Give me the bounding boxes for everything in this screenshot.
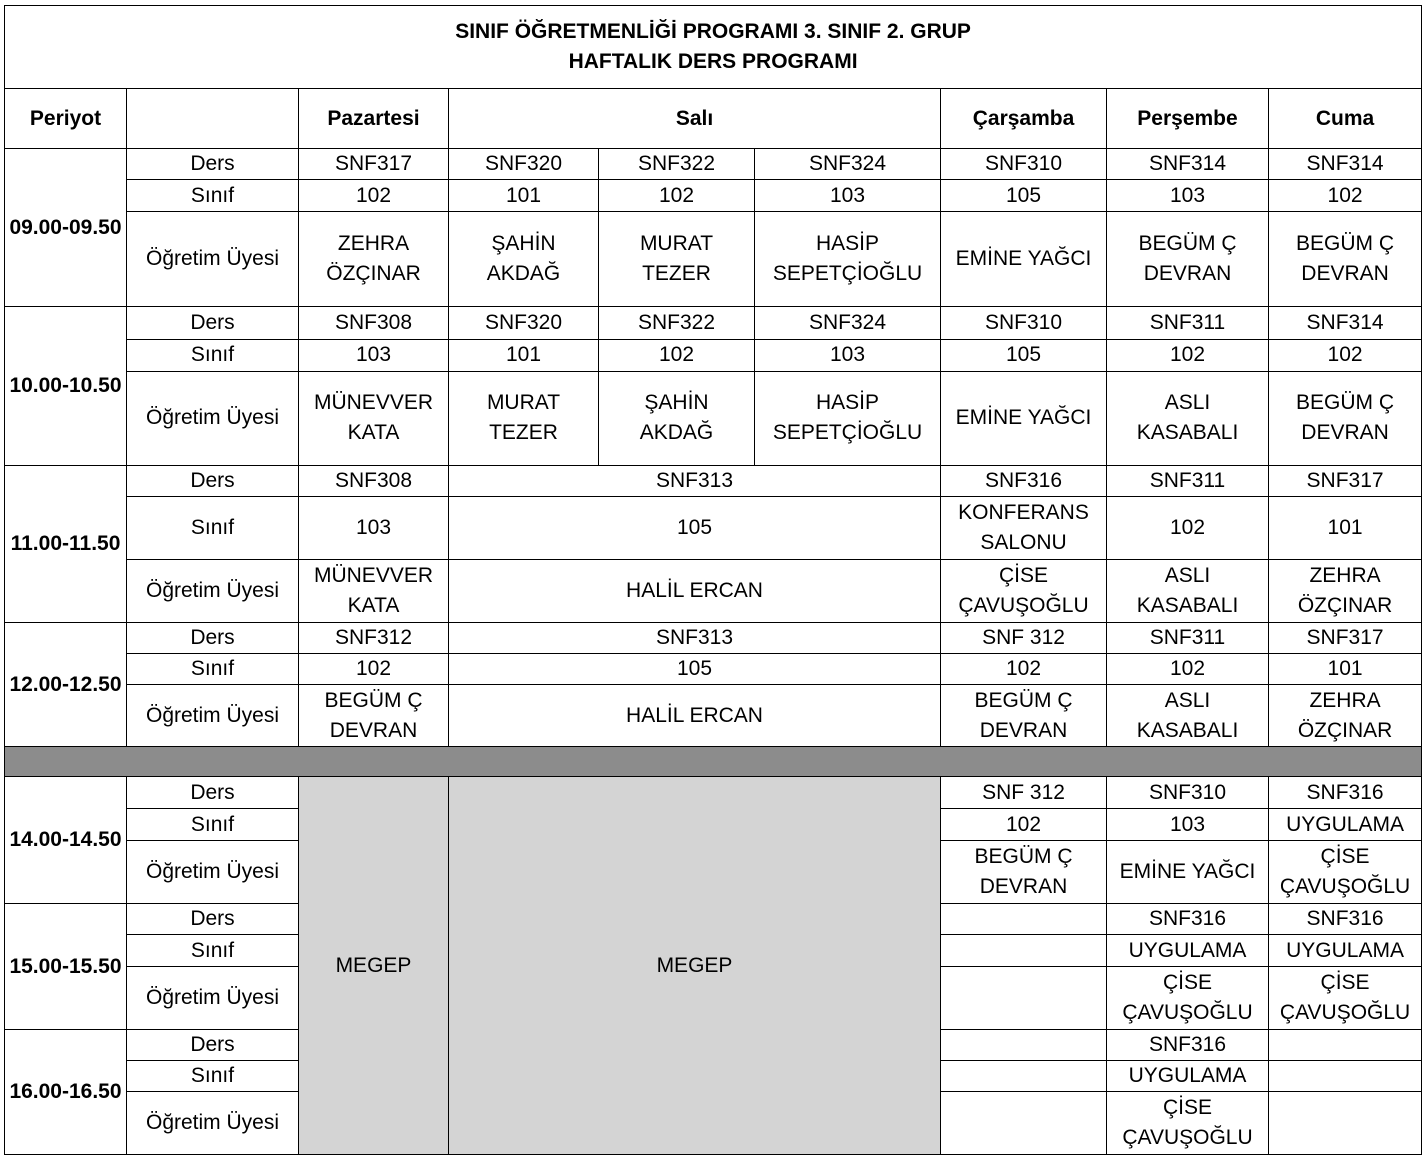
ders-cell	[941, 904, 1107, 935]
cell-text-line: ÇİSE	[1320, 970, 1370, 994]
ogretim_uyesi-cell	[449, 685, 941, 747]
cell-text-line: BEGÜM Ç	[974, 845, 1073, 869]
ogretim_uyesi-cell	[1269, 212, 1422, 307]
ders-cell: SNF317	[299, 149, 449, 180]
schedule-row	[5, 149, 1422, 180]
cell-text-line: DEVRAN	[1301, 421, 1389, 445]
ogretim_uyesi-cell	[941, 371, 1107, 465]
ogretim_uyesi-cell	[1107, 685, 1269, 747]
ders-cell: SNF314	[1269, 307, 1422, 339]
cell-text-line: ÇAVUŞOĞLU	[1122, 1000, 1253, 1024]
sinif-cell: UYGULAMA	[1107, 1060, 1269, 1091]
sinif-cell: 102	[1269, 339, 1422, 371]
cell-text-line: DEVRAN	[979, 718, 1068, 742]
schedule-row	[5, 623, 1422, 654]
ogretim_uyesi-cell	[299, 212, 449, 307]
cell-text-line: DEVRAN	[329, 718, 418, 742]
megep-sali: MEGEP	[449, 777, 941, 1155]
sinif-cell	[941, 1060, 1107, 1091]
cell-text-line: ÖZÇINAR	[1297, 593, 1393, 617]
period-time: 16.00-16.50	[5, 1029, 127, 1154]
ders-cell: SNF324	[755, 149, 941, 180]
ders-cell: SNF316	[1107, 904, 1269, 935]
sinif-cell: 102	[1107, 339, 1269, 371]
ders-cell: SNF320	[449, 149, 599, 180]
cell-text-line: HASİP	[815, 391, 880, 415]
cell-text-line: ASLI	[1164, 563, 1211, 587]
cell-text-line: ZEHRA	[337, 232, 410, 256]
sinif-cell: 103	[755, 180, 941, 212]
ogretim_uyesi-cell	[1269, 371, 1422, 465]
sinif-cell: 105	[941, 339, 1107, 371]
cell-text-line: ŞAHİN	[491, 232, 556, 256]
sinif-cell: 102	[1107, 654, 1269, 685]
sinif-cell	[941, 935, 1107, 966]
cell-text-line: ÇİSE	[1162, 970, 1212, 994]
ders-cell: SNF308	[299, 307, 449, 339]
row-label-sinif: Sınıf	[127, 935, 299, 966]
ders-cell: SNF310	[941, 307, 1107, 339]
title-line-1: SINIF ÖĞRETMENLİĞİ PROGRAMI 3. SINIF 2. GRUP	[455, 20, 971, 44]
ders-cell: SNF 312	[941, 777, 1107, 809]
cell-text-line: KONFERANS	[958, 500, 1089, 524]
ogretim_uyesi-cell	[941, 841, 1107, 904]
period-time: 09.00-09.50	[5, 149, 127, 307]
ders-cell: SNF310	[941, 149, 1107, 180]
ders-cell: SNF311	[1107, 465, 1269, 496]
row-label-ogretim-uyesi: Öğretim Üyesi	[127, 371, 299, 465]
cell-text-line: BEGÜM Ç	[1296, 232, 1395, 256]
ogretim_uyesi-cell	[941, 685, 1107, 747]
schedule-row	[5, 777, 1422, 809]
ders-cell: SNF324	[755, 307, 941, 339]
schedule-row	[5, 371, 1422, 465]
ders-cell: SNF316	[1269, 904, 1422, 935]
ogretim_uyesi-cell	[755, 212, 941, 307]
sinif-cell: UYGULAMA	[1269, 809, 1422, 841]
row-label-ogretim-uyesi: Öğretim Üyesi	[127, 1091, 299, 1154]
schedule-row	[5, 685, 1422, 747]
ders-cell: SNF313	[449, 623, 941, 654]
period-time: 12.00-12.50	[5, 623, 127, 747]
sinif-cell	[941, 496, 1107, 559]
sinif-cell: 105	[449, 654, 941, 685]
cell-text-line: HALİL ERCAN	[626, 703, 763, 727]
period-time: 11.00-11.50	[5, 465, 127, 622]
cell-text-line: TEZER	[489, 421, 558, 445]
ders-cell: SNF310	[1107, 777, 1269, 809]
cell-text-line: 105	[676, 515, 713, 539]
sinif-cell: 102	[299, 180, 449, 212]
ders-cell: SNF 312	[941, 623, 1107, 654]
cell-text-line: ÇAVUŞOĞLU	[1279, 1000, 1411, 1024]
ogretim_uyesi-cell	[941, 1091, 1107, 1154]
ders-cell: SNF322	[599, 149, 755, 180]
cell-text-line: ASLI	[1164, 688, 1211, 712]
cell-text-line: ŞAHİN	[644, 391, 709, 415]
ogretim_uyesi-cell	[1269, 559, 1422, 622]
cell-text-line: ÖZÇINAR	[326, 262, 421, 286]
row-label-ogretim-uyesi: Öğretim Üyesi	[127, 212, 299, 307]
cell-text-line: MURAT	[639, 232, 714, 256]
sinif-cell: 103	[1107, 809, 1269, 841]
megep-pazartesi: MEGEP	[299, 777, 449, 1155]
row-label-sinif: Sınıf	[127, 809, 299, 841]
schedule-row	[5, 559, 1422, 622]
cell-text-line: EMİNE YAĞCI	[1119, 860, 1256, 884]
ders-cell: SNF314	[1107, 149, 1269, 180]
periyot-header: Periyot	[5, 89, 127, 149]
cell-text-line: SALONU	[980, 530, 1067, 554]
schedule-title	[5, 6, 1422, 89]
row-label-ders: Ders	[127, 465, 299, 496]
row-label-sinif: Sınıf	[127, 1060, 299, 1091]
ogretim_uyesi-cell	[1107, 966, 1269, 1029]
ders-cell: SNF314	[1269, 149, 1422, 180]
cell-text-line: BEGÜM Ç	[1138, 232, 1237, 256]
ogretim_uyesi-cell	[449, 212, 599, 307]
cell-text-line: HASİP	[815, 232, 880, 256]
cell-text-line: ÇAVUŞOĞLU	[1122, 1125, 1253, 1149]
row-label-ders: Ders	[127, 307, 299, 339]
ders-cell: SNF312	[299, 623, 449, 654]
schedule-row	[5, 339, 1422, 371]
period-time: 14.00-14.50	[5, 777, 127, 904]
day-header-cuma: Cuma	[1269, 89, 1422, 149]
ders-cell: SNF316	[1107, 1029, 1269, 1060]
ogretim_uyesi-cell	[941, 212, 1107, 307]
ogretim_uyesi-cell	[299, 685, 449, 747]
ogretim_uyesi-cell	[1269, 1091, 1422, 1154]
row-label-sinif: Sınıf	[127, 339, 299, 371]
ogretim_uyesi-cell	[1269, 841, 1422, 904]
row-label-sinif: Sınıf	[127, 496, 299, 559]
period-time: 15.00-15.50	[5, 904, 127, 1029]
ogretim_uyesi-cell	[1269, 966, 1422, 1029]
cell-text-line: MÜNEVVER	[313, 391, 434, 415]
cell-text-line: KATA	[347, 421, 400, 445]
ogretim_uyesi-cell	[1107, 371, 1269, 465]
cell-text-line: ÇAVUŞOĞLU	[958, 593, 1089, 617]
sinif-cell: 103	[1107, 180, 1269, 212]
ders-cell: SNF311	[1107, 623, 1269, 654]
sinif-cell: UYGULAMA	[1269, 935, 1422, 966]
sinif-cell: UYGULAMA	[1107, 935, 1269, 966]
label-header	[127, 89, 299, 149]
row-label-ders: Ders	[127, 149, 299, 180]
sinif-cell: 102	[599, 180, 755, 212]
ders-cell: SNF313	[449, 465, 941, 496]
sinif-cell: 103	[299, 339, 449, 371]
sinif-cell	[1107, 496, 1269, 559]
sinif-cell	[299, 496, 449, 559]
ders-cell: SNF316	[1269, 777, 1422, 809]
row-label-ogretim-uyesi: Öğretim Üyesi	[127, 966, 299, 1029]
ders-cell: SNF317	[1269, 465, 1422, 496]
cell-text-line: EMİNE YAĞCI	[955, 406, 1092, 430]
cell-text-line: SEPETÇİOĞLU	[772, 262, 923, 286]
ogretim_uyesi-cell	[755, 371, 941, 465]
sinif-cell: 105	[941, 180, 1107, 212]
cell-text-line: 101	[1327, 515, 1363, 539]
cell-text-line: DEVRAN	[1301, 262, 1389, 286]
row-label-ogretim-uyesi: Öğretim Üyesi	[127, 841, 299, 904]
day-header-carsamba: Çarşamba	[941, 89, 1107, 149]
cell-text-line: AKDAĞ	[639, 421, 714, 445]
cell-text-line: MURAT	[486, 391, 561, 415]
ogretim_uyesi-cell	[599, 212, 755, 307]
ogretim_uyesi-cell	[449, 371, 599, 465]
ders-cell: SNF308	[299, 465, 449, 496]
cell-text-line: 102	[1169, 515, 1206, 539]
ogretim_uyesi-cell	[299, 371, 449, 465]
row-label-sinif: Sınıf	[127, 654, 299, 685]
row-label-sinif: Sınıf	[127, 180, 299, 212]
cell-text-line: ÇAVUŞOĞLU	[1279, 875, 1411, 899]
ders-cell	[1269, 1029, 1422, 1060]
cell-text-line: MÜNEVVER	[313, 563, 434, 587]
ders-cell	[941, 1029, 1107, 1060]
ders-cell: SNF320	[449, 307, 599, 339]
ogretim_uyesi-cell	[299, 559, 449, 622]
cell-text-line: BEGÜM Ç	[974, 688, 1073, 712]
cell-text-line: KATA	[347, 593, 400, 617]
sinif-cell: 103	[755, 339, 941, 371]
cell-text-line: KASABALI	[1136, 718, 1239, 742]
ogretim_uyesi-cell	[1107, 841, 1269, 904]
cell-text-line: ZEHRA	[1309, 563, 1381, 587]
ders-cell: SNF316	[941, 465, 1107, 496]
ogretim_uyesi-cell	[1107, 1091, 1269, 1154]
lunch-break-row	[5, 747, 1422, 777]
cell-text-line: ÖZÇINAR	[1297, 718, 1393, 742]
cell-text-line: ZEHRA	[1309, 688, 1381, 712]
schedule-row	[5, 654, 1422, 685]
row-label-ders: Ders	[127, 777, 299, 809]
cell-text-line: HALİL ERCAN	[626, 578, 763, 602]
ogretim_uyesi-cell	[1269, 685, 1422, 747]
ders-cell: SNF317	[1269, 623, 1422, 654]
weekly-schedule-table	[4, 5, 1422, 1155]
cell-text-line: ÇİSE	[1162, 1095, 1212, 1119]
period-time: 10.00-10.50	[5, 307, 127, 465]
sinif-cell: 102	[941, 654, 1107, 685]
cell-text-line: SEPETÇİOĞLU	[772, 421, 923, 445]
cell-text-line: TEZER	[642, 262, 711, 286]
cell-text-line: DEVRAN	[979, 875, 1068, 899]
cell-text-line: 103	[355, 515, 392, 539]
title-line-2: HAFTALIK DERS PROGRAMI	[568, 50, 858, 74]
row-label-ders: Ders	[127, 623, 299, 654]
ogretim_uyesi-cell	[1107, 212, 1269, 307]
sinif-cell: 102	[941, 809, 1107, 841]
sinif-cell	[1269, 496, 1422, 559]
row-label-ders: Ders	[127, 1029, 299, 1060]
sinif-cell: 101	[449, 180, 599, 212]
ogretim_uyesi-cell	[1107, 559, 1269, 622]
row-label-ders: Ders	[127, 904, 299, 935]
cell-text-line: EMİNE YAĞCI	[955, 247, 1092, 271]
cell-text-line: ÇİSE	[1320, 845, 1370, 869]
sinif-cell: 102	[299, 654, 449, 685]
cell-text-line: BEGÜM Ç	[324, 688, 423, 712]
cell-text-line: ÇİSE	[998, 563, 1048, 587]
sinif-cell: 101	[449, 339, 599, 371]
cell-text-line: AKDAĞ	[486, 262, 561, 286]
sinif-cell	[1269, 1060, 1422, 1091]
sinif-cell: 102	[599, 339, 755, 371]
ogretim_uyesi-cell	[941, 559, 1107, 622]
lunch-break-bar	[5, 747, 1422, 777]
day-header-pazartesi: Pazartesi	[299, 89, 449, 149]
ogretim_uyesi-cell	[449, 559, 941, 622]
ogretim_uyesi-cell	[599, 371, 755, 465]
ders-cell: SNF322	[599, 307, 755, 339]
schedule-row	[5, 307, 1422, 339]
sinif-cell: 101	[1269, 654, 1422, 685]
schedule-row	[5, 496, 1422, 559]
cell-text-line: BEGÜM Ç	[1296, 391, 1395, 415]
ogretim_uyesi-cell	[941, 966, 1107, 1029]
cell-text-line: ASLI	[1164, 391, 1211, 415]
sinif-cell	[449, 496, 941, 559]
cell-text-line: KASABALI	[1136, 593, 1239, 617]
cell-text-line: KASABALI	[1136, 421, 1239, 445]
schedule-row	[5, 180, 1422, 212]
row-label-ogretim-uyesi: Öğretim Üyesi	[127, 559, 299, 622]
schedule-row	[5, 465, 1422, 496]
row-label-ogretim-uyesi: Öğretim Üyesi	[127, 685, 299, 747]
sinif-cell: 102	[1269, 180, 1422, 212]
schedule-row	[5, 212, 1422, 307]
cell-text-line: DEVRAN	[1143, 262, 1232, 286]
ders-cell: SNF311	[1107, 307, 1269, 339]
day-header-persembe: Perşembe	[1107, 89, 1269, 149]
day-header-sali: Salı	[449, 89, 941, 149]
